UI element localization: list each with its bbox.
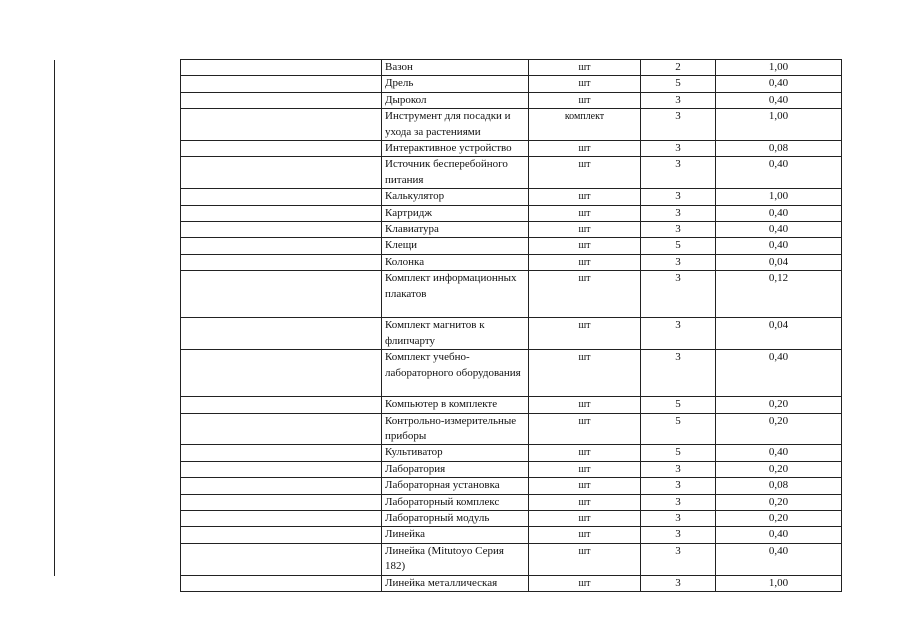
table-row: [181, 413, 842, 445]
empty-cell: [181, 318, 382, 350]
unit-cell: шт: [529, 76, 641, 92]
empty-cell: [181, 445, 382, 461]
norm-cell: 0,20: [716, 461, 842, 477]
empty-cell: [181, 543, 382, 575]
table-row: [181, 510, 842, 526]
unit-cell: шт: [529, 189, 641, 205]
table-row: [181, 109, 842, 141]
quantity-cell: 2: [641, 60, 716, 76]
item-name-cell: Комплект магнитов к флипчарту: [382, 318, 529, 350]
table-row: [181, 157, 842, 189]
norm-cell: 0,40: [716, 92, 842, 108]
table-row: [181, 527, 842, 543]
empty-cell: [181, 478, 382, 494]
unit-cell: шт: [529, 205, 641, 221]
empty-cell: [181, 238, 382, 254]
empty-cell: [181, 157, 382, 189]
quantity-cell: 3: [641, 543, 716, 575]
item-name-cell: Лаборатория: [382, 461, 529, 477]
table-row: [181, 189, 842, 205]
quantity-cell: 3: [641, 461, 716, 477]
table-row: [181, 575, 842, 591]
empty-cell: [181, 510, 382, 526]
norm-cell: 0,04: [716, 254, 842, 270]
unit-cell: шт: [529, 92, 641, 108]
empty-cell: [181, 205, 382, 221]
norm-cell: 0,40: [716, 76, 842, 92]
unit-cell: шт: [529, 397, 641, 413]
norm-cell: 0,04: [716, 318, 842, 350]
item-name-cell: Лабораторная установка: [382, 478, 529, 494]
norm-cell: 0,40: [716, 157, 842, 189]
empty-cell: [181, 254, 382, 270]
norm-cell: 0,20: [716, 510, 842, 526]
item-name-cell: Клещи: [382, 238, 529, 254]
item-name-cell: Дрель: [382, 76, 529, 92]
empty-cell: [181, 92, 382, 108]
item-name-cell: Источник бесперебойного питания: [382, 157, 529, 189]
norm-cell: 0,40: [716, 238, 842, 254]
table-row: [181, 205, 842, 221]
unit-cell: шт: [529, 510, 641, 526]
unit-cell: шт: [529, 478, 641, 494]
item-name-cell: Вазон: [382, 60, 529, 76]
item-name-cell: Линейка (Mitutoyo Серия 182): [382, 543, 529, 575]
norm-cell: 1,00: [716, 189, 842, 205]
quantity-cell: 3: [641, 510, 716, 526]
quantity-cell: 3: [641, 318, 716, 350]
item-name-cell: Калькулятор: [382, 189, 529, 205]
table-row: [181, 494, 842, 510]
table-row: [181, 478, 842, 494]
norm-cell: 0,20: [716, 494, 842, 510]
unit-cell: шт: [529, 575, 641, 591]
item-name-cell: Инструмент для посадки и ухода за растениями: [382, 109, 529, 141]
unit-cell: комплект: [529, 109, 641, 141]
table-row: [181, 271, 842, 318]
item-name-cell: Комплект информационных плакатов: [382, 271, 529, 318]
quantity-cell: 3: [641, 205, 716, 221]
item-name-cell: Клавиатура: [382, 222, 529, 238]
table-row: [181, 397, 842, 413]
table-row: [181, 461, 842, 477]
quantity-cell: 5: [641, 413, 716, 445]
table-row: [181, 60, 842, 76]
quantity-cell: 5: [641, 445, 716, 461]
empty-cell: [181, 350, 382, 397]
quantity-cell: 3: [641, 494, 716, 510]
empty-cell: [181, 76, 382, 92]
quantity-cell: 5: [641, 397, 716, 413]
table-row: [181, 543, 842, 575]
norm-cell: 0,20: [716, 397, 842, 413]
table-row: [181, 350, 842, 397]
empty-cell: [181, 527, 382, 543]
unit-cell: шт: [529, 238, 641, 254]
empty-cell: [181, 575, 382, 591]
item-name-cell: Интерактивное устройство: [382, 141, 529, 157]
unit-cell: шт: [529, 222, 641, 238]
quantity-cell: 3: [641, 92, 716, 108]
empty-cell: [181, 222, 382, 238]
quantity-cell: 3: [641, 527, 716, 543]
unit-cell: шт: [529, 445, 641, 461]
quantity-cell: 5: [641, 76, 716, 92]
unit-cell: шт: [529, 543, 641, 575]
quantity-cell: 3: [641, 109, 716, 141]
empty-cell: [181, 494, 382, 510]
norm-cell: 0,08: [716, 478, 842, 494]
quantity-cell: 3: [641, 575, 716, 591]
unit-cell: шт: [529, 318, 641, 350]
item-name-cell: Культиватор: [382, 445, 529, 461]
unit-cell: шт: [529, 350, 641, 397]
inventory-table-body: [181, 60, 842, 592]
unit-cell: шт: [529, 60, 641, 76]
unit-cell: шт: [529, 141, 641, 157]
unit-cell: шт: [529, 413, 641, 445]
quantity-cell: 3: [641, 222, 716, 238]
table-row: [181, 76, 842, 92]
item-name-cell: Колонка: [382, 254, 529, 270]
norm-cell: 0,40: [716, 543, 842, 575]
item-name-cell: Лабораторный комплекс: [382, 494, 529, 510]
table-row: [181, 92, 842, 108]
norm-cell: 0,20: [716, 413, 842, 445]
item-name-cell: Лабораторный модуль: [382, 510, 529, 526]
empty-cell: [181, 461, 382, 477]
norm-cell: 0,12: [716, 271, 842, 318]
item-name-cell: Линейка: [382, 527, 529, 543]
table-row: [181, 254, 842, 270]
empty-cell: [181, 413, 382, 445]
empty-cell: [181, 109, 382, 141]
unit-cell: шт: [529, 527, 641, 543]
unit-cell: шт: [529, 271, 641, 318]
empty-cell: [181, 60, 382, 76]
quantity-cell: 3: [641, 350, 716, 397]
norm-cell: 1,00: [716, 575, 842, 591]
quantity-cell: 3: [641, 141, 716, 157]
table-row: [181, 141, 842, 157]
unit-cell: шт: [529, 494, 641, 510]
empty-cell: [181, 397, 382, 413]
item-name-cell: Дырокол: [382, 92, 529, 108]
quantity-cell: 5: [641, 238, 716, 254]
item-name-cell: Линейка металлическая: [382, 575, 529, 591]
empty-cell: [181, 189, 382, 205]
unit-cell: шт: [529, 461, 641, 477]
norm-cell: 0,40: [716, 445, 842, 461]
norm-cell: 0,40: [716, 222, 842, 238]
item-name-cell: Компьютер в комплекте: [382, 397, 529, 413]
norm-cell: 1,00: [716, 60, 842, 76]
norm-cell: 1,00: [716, 109, 842, 141]
table-row: [181, 222, 842, 238]
item-name-cell: Комплект учебно-лабораторного оборудования: [382, 350, 529, 397]
inventory-table: [180, 59, 842, 592]
empty-cell: [181, 271, 382, 318]
norm-cell: 0,40: [716, 350, 842, 397]
table-row: [181, 318, 842, 350]
norm-cell: 0,08: [716, 141, 842, 157]
item-name-cell: Картридж: [382, 205, 529, 221]
quantity-cell: 3: [641, 271, 716, 318]
quantity-cell: 3: [641, 254, 716, 270]
unit-cell: шт: [529, 254, 641, 270]
quantity-cell: 3: [641, 189, 716, 205]
table-row: [181, 238, 842, 254]
quantity-cell: 3: [641, 478, 716, 494]
item-name-cell: Контрольно-измерительные приборы: [382, 413, 529, 445]
unit-cell: шт: [529, 157, 641, 189]
quantity-cell: 3: [641, 157, 716, 189]
empty-cell: [181, 141, 382, 157]
left-margin-line: [54, 60, 55, 576]
table-row: [181, 445, 842, 461]
norm-cell: 0,40: [716, 205, 842, 221]
norm-cell: 0,40: [716, 527, 842, 543]
